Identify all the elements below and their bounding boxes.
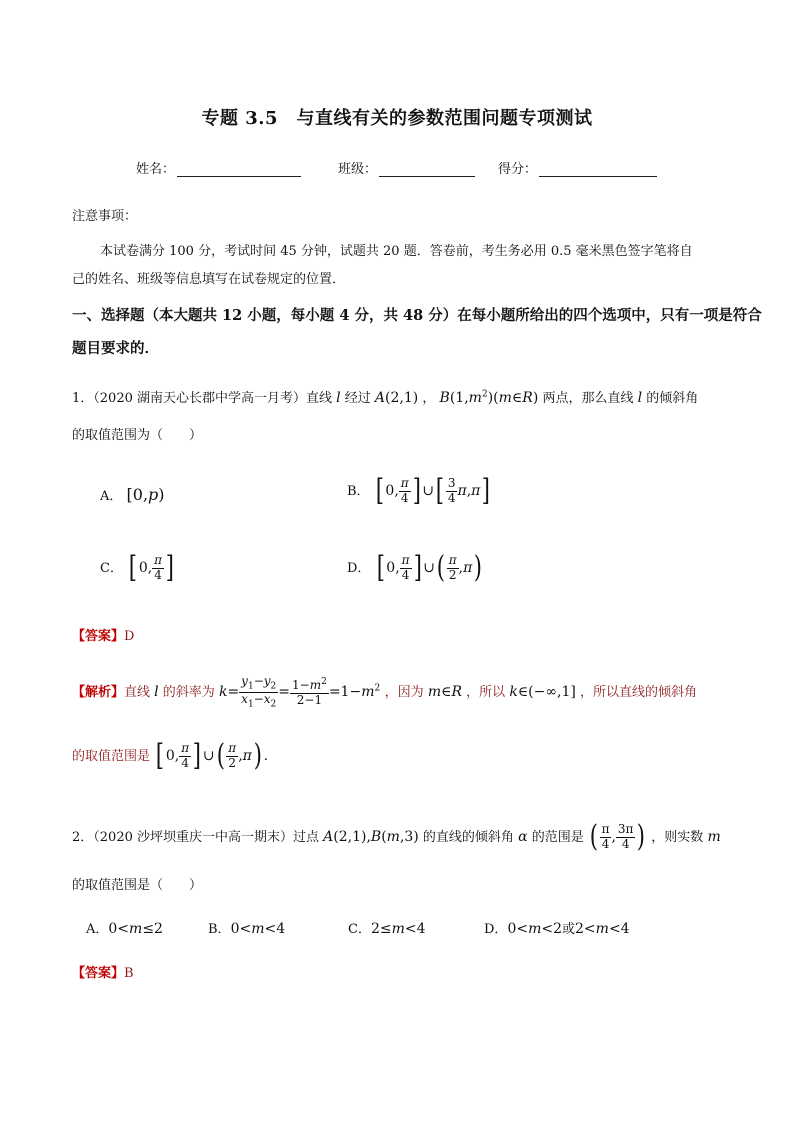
q2-prefix: 2．（2020 沙坪坝重庆一中高一期末）过点 xyxy=(72,830,319,845)
q2-mid1: 的直线的倾斜角 xyxy=(422,830,514,845)
q1-option-c-label: C． xyxy=(100,561,123,576)
q2-option-a-label: A． xyxy=(86,922,109,937)
q2-answer-value: B xyxy=(124,966,134,981)
score-label: 得分： xyxy=(498,162,538,177)
q2-answer-label: 【答案】 xyxy=(72,966,125,981)
q2-option-d-label: D． xyxy=(484,922,508,937)
section-heading-line-2: 题目要求的． xyxy=(72,340,159,357)
q2-option-a-math: 0<m≤2 xyxy=(108,921,163,937)
q1-analysis-l: l xyxy=(154,684,159,701)
q2-option-b[interactable] xyxy=(208,918,285,937)
score-blank[interactable] xyxy=(539,162,657,177)
q1-line-l-2: l xyxy=(637,390,643,406)
name-field xyxy=(136,158,301,177)
q1-analysis-k-range: k∈(−∞,1] xyxy=(509,684,576,701)
q2-m: m xyxy=(707,829,721,845)
q2-answer xyxy=(72,962,134,981)
q1-option-b-label: B． xyxy=(347,484,370,499)
q2-option-c[interactable] xyxy=(348,918,426,937)
q1-option-a-math: [0,p) xyxy=(126,485,165,504)
q1-analysis-t3: ，因为 xyxy=(384,685,424,701)
class-blank[interactable] xyxy=(379,162,475,177)
notice-heading: 注意事项： xyxy=(72,209,138,224)
q1-analysis-slope: k= $\frac{y_1-y_2}{x_1-x_2}$ = $\frac{1-m^2}{2-1}$ $=1-m^2$ xyxy=(218,674,381,710)
q2-mid2: 的范围是 xyxy=(531,830,584,845)
notice-line-1: 本试卷满分 100 分，考试时间 45 分钟，试题共 20 题．答卷前，考生务必用 0.5 毫米黑色签字笔将自 xyxy=(100,244,693,259)
q1-analysis-line-1 xyxy=(72,675,697,709)
q1-answer xyxy=(72,625,134,644)
q1-analysis-t5: ，所以直线的倾斜角 xyxy=(580,685,698,701)
q1-analysis-line-2 xyxy=(72,738,269,773)
q1-option-d-math: [ 0, $\frac{\pi}{4}$ ] ∪( $\frac{\pi}{2}$ ,π) xyxy=(376,550,483,585)
q1-option-c-math: [ 0, $\frac{\pi}{4}$ ] xyxy=(128,550,175,585)
q1-analysis-t4: ，所以 xyxy=(466,685,506,701)
q1-option-d[interactable] xyxy=(347,550,484,585)
q1-option-b-math: [ 0, $\frac{\pi}{4}$ ] ∪[ $\frac{3}{4}$ π,π] xyxy=(375,473,491,508)
q2-suffix: ，则实数 xyxy=(651,830,704,845)
section-heading-line-1: 一、选择题（本大题共 12 小题，每小题 4 分，共 48 分）在每小题所给出的四个选项中，只有一项是符合 xyxy=(72,307,762,324)
q2-alpha-range: ( $\frac{\pi}{4}$ , $\frac{3\pi}{4}$ ) xyxy=(589,819,646,854)
q2-option-d-math-1: 0<m<2 xyxy=(507,921,562,937)
q1-line-l: l xyxy=(336,390,341,406)
q1-option-b[interactable] xyxy=(347,473,492,508)
q2-option-d-math-2: 2<m<4 xyxy=(575,921,630,937)
q2-points: A(2,1),B(m,3) xyxy=(323,829,419,845)
q1-analysis-t2: 的斜率为 xyxy=(162,685,215,701)
name-label: 姓名： xyxy=(136,162,176,177)
q1-option-a[interactable] xyxy=(100,485,165,504)
q1-analysis-t1: 直线 xyxy=(124,685,151,701)
q1-stem-line-2: 的取值范围为（ ） xyxy=(72,428,203,443)
q1-option-c[interactable] xyxy=(100,550,176,585)
q1-answer-value: D xyxy=(124,629,135,644)
q1-analysis-line2-text: 的取值范围是 xyxy=(72,749,151,764)
q2-option-b-label: B． xyxy=(208,922,231,937)
name-blank[interactable] xyxy=(177,162,301,177)
q1-answer-label: 【答案】 xyxy=(72,629,125,644)
q2-option-c-label: C． xyxy=(348,922,371,937)
q2-option-b-math: 0<m<4 xyxy=(230,921,286,937)
q1-mid1: 经过 xyxy=(344,391,371,406)
q2-option-d[interactable] xyxy=(484,918,630,937)
q2-option-a[interactable] xyxy=(86,918,163,937)
q1-option-a-label: A． xyxy=(100,489,123,504)
q1-analysis-label: 【解析】 xyxy=(72,685,125,701)
notice-line-2: 己的姓名、班级等信息填写在试卷规定的位置． xyxy=(72,272,346,287)
page-title: 专题 3.5 与直线有关的参数范围问题专项测试 xyxy=(201,108,593,129)
q2-stem-line-2: 的取值范围是（ ） xyxy=(72,878,203,893)
q2-alpha: α xyxy=(518,829,528,845)
q1-analysis-m-in-r: m∈R xyxy=(427,684,463,701)
q1-point-a: A(2,1) xyxy=(374,390,419,406)
q1-mid3: 两点，那么直线 xyxy=(542,391,634,406)
q2-option-d-or: 或 xyxy=(562,922,576,937)
q1-mid2: ， xyxy=(422,391,436,406)
q1-stem-line-1 xyxy=(72,387,698,406)
q1-prefix: 1．（2020 湖南天心长郡中学高一月考）直线 xyxy=(72,391,332,406)
q1-analysis-result: [ 0, $\frac{\pi}{4}$ ] ∪( $\frac{\pi}{2}$ ,π) . xyxy=(155,738,269,773)
score-field xyxy=(498,158,657,177)
q1-suffix: 的倾斜角 xyxy=(646,391,699,406)
class-label: 班级： xyxy=(338,162,378,177)
q1-option-d-label: D． xyxy=(347,561,371,576)
q1-point-b: $B(1,m^2)(m\in R)$ xyxy=(439,389,539,406)
q2-option-c-math: 2≤m<4 xyxy=(370,921,426,937)
class-field xyxy=(338,158,475,177)
q2-stem-line-1 xyxy=(72,819,721,854)
